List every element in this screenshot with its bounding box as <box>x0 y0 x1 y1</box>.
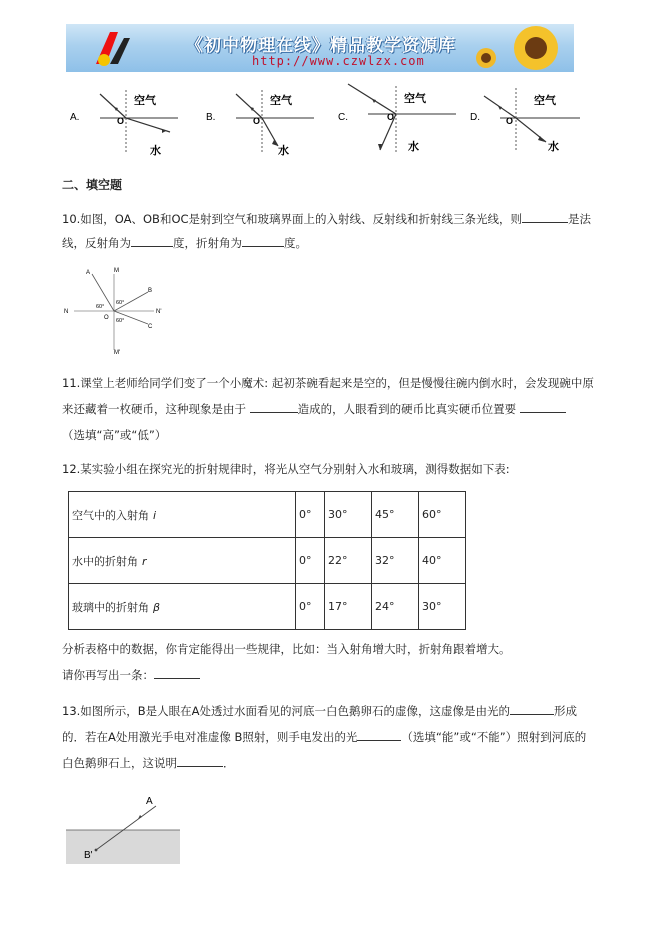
svg-text:水: 水 <box>150 145 161 157</box>
q10-ray-diagram <box>62 264 172 356</box>
table-cell: 40° <box>419 538 466 584</box>
svg-text:B': B' <box>84 850 93 861</box>
refraction-options <box>70 80 590 160</box>
table-cell: 0° <box>296 584 325 630</box>
option-b-letter: B. <box>206 112 216 123</box>
option-a-letter: A. <box>70 112 80 123</box>
svg-text:60°: 60° <box>96 304 105 310</box>
svg-text:水: 水 <box>548 141 559 153</box>
q10-line1: 10.如图，OA、OB和OC是射到空气和玻璃界面上的入射线、反射线和折射线三条光线，则 是法 <box>62 206 591 232</box>
svg-text:A: A <box>86 270 91 276</box>
table-cell: 17° <box>325 584 372 630</box>
table-cell: 0° <box>296 538 325 584</box>
q10-blank-refraction[interactable] <box>242 233 284 247</box>
table-cell: 30° <box>419 584 466 630</box>
table-cell: 32° <box>372 538 419 584</box>
banner-url[interactable]: http://www.czwlzx.com <box>252 54 425 68</box>
q12-ask-line: 请你再写出一条： <box>62 662 200 688</box>
option-b <box>206 90 314 157</box>
svg-text:M: M <box>114 268 119 274</box>
svg-text:N': N' <box>156 309 162 315</box>
option-diagrams <box>70 80 590 160</box>
svg-text:B: B <box>148 288 153 294</box>
option-c-letter: C. <box>338 112 348 123</box>
table-row-label: 空气中的入射角 i <box>69 492 296 538</box>
option-a <box>70 90 178 157</box>
q13-line3: 白色鹅卵石上，这说明 ． <box>62 750 235 776</box>
q12-blank-rule[interactable] <box>154 665 200 679</box>
svg-text:空气: 空气 <box>404 93 426 105</box>
q11-blank-cause[interactable] <box>250 399 298 413</box>
table-row <box>69 538 466 584</box>
q13-blank-phenomenon[interactable] <box>510 701 554 715</box>
svg-text:C: C <box>148 324 153 330</box>
svg-text:O: O <box>253 116 261 126</box>
q11-blank-position[interactable] <box>520 399 566 413</box>
q11-line3: （选填“高”或“低”） <box>62 428 167 442</box>
table-cell: 60° <box>419 492 466 538</box>
q10-blank-reflection[interactable] <box>131 233 173 247</box>
table-row-label: 水中的折射角 r <box>69 538 296 584</box>
table-row-label: 玻璃中的折射角 β <box>69 584 296 630</box>
svg-text:水: 水 <box>408 141 419 153</box>
q13-water-diagram <box>64 790 184 866</box>
svg-text:N: N <box>64 309 69 315</box>
option-d-letter: D. <box>470 112 480 123</box>
q13-line2: 的．若在A处用激光手电对准虚像 B照射，则手电发出的光 （选填“能”或“不能”）照射到河底的 <box>62 724 586 750</box>
q13-blank-can[interactable] <box>357 727 401 741</box>
table-row <box>69 584 466 630</box>
q12-analysis: 分析表格中的数据，你肯定能得出一些规律，比如：当入射角增大时，折射角跟着增大。 <box>62 642 511 656</box>
svg-text:60°: 60° <box>116 318 125 324</box>
svg-text:O: O <box>387 112 395 122</box>
q13-blank-explain[interactable] <box>177 753 223 767</box>
q13-figure <box>64 790 184 870</box>
banner-title: 《初中物理在线》精品教学资源库 <box>186 36 456 56</box>
q10-figure <box>62 264 172 360</box>
table-cell: 22° <box>325 538 372 584</box>
svg-text:空气: 空气 <box>134 95 156 107</box>
q13-line1: 13.如图所示，B是人眼在A处透过水面看见的河底一白色鹅卵石的虚像，这虚像是由光的 形成 <box>62 698 577 724</box>
svg-text:O: O <box>506 116 514 126</box>
q12-data-table <box>68 491 466 630</box>
option-d <box>470 88 580 153</box>
header-banner <box>66 24 574 72</box>
table-cell: 24° <box>372 584 419 630</box>
table-cell: 30° <box>325 492 372 538</box>
svg-text:空气: 空气 <box>534 95 556 107</box>
q11-line1: 11.课堂上老师给同学们变了一个小魔术: 起初茶碗看起来是空的，但是慢慢往碗内倒水时，会发现碗中原 <box>62 376 594 390</box>
q11-line2: 来还藏着一枚硬币，这种现象是由于 造成的，人眼看到的硬币比真实硬币位置要 <box>62 396 566 422</box>
q10-blank-normal[interactable] <box>522 209 568 223</box>
table-cell: 45° <box>372 492 419 538</box>
svg-text:60°: 60° <box>116 300 125 306</box>
svg-text:A: A <box>146 796 153 807</box>
svg-text:M': M' <box>114 350 121 356</box>
q12-intro: 12.某实验小组在探究光的折射规律时，将光从空气分别射入水和玻璃，测得数据如下表: <box>62 462 510 476</box>
table-row <box>69 492 466 538</box>
q10-line2: 线，反射角为 度，折射角为 度。 <box>62 230 307 256</box>
svg-text:O: O <box>104 315 109 321</box>
svg-text:O: O <box>117 116 125 126</box>
svg-text:水: 水 <box>278 145 289 157</box>
option-c <box>338 84 456 154</box>
svg-text:空气: 空气 <box>270 95 292 107</box>
table-cell: 0° <box>296 492 325 538</box>
section-heading: 二、填空题 <box>62 178 123 192</box>
